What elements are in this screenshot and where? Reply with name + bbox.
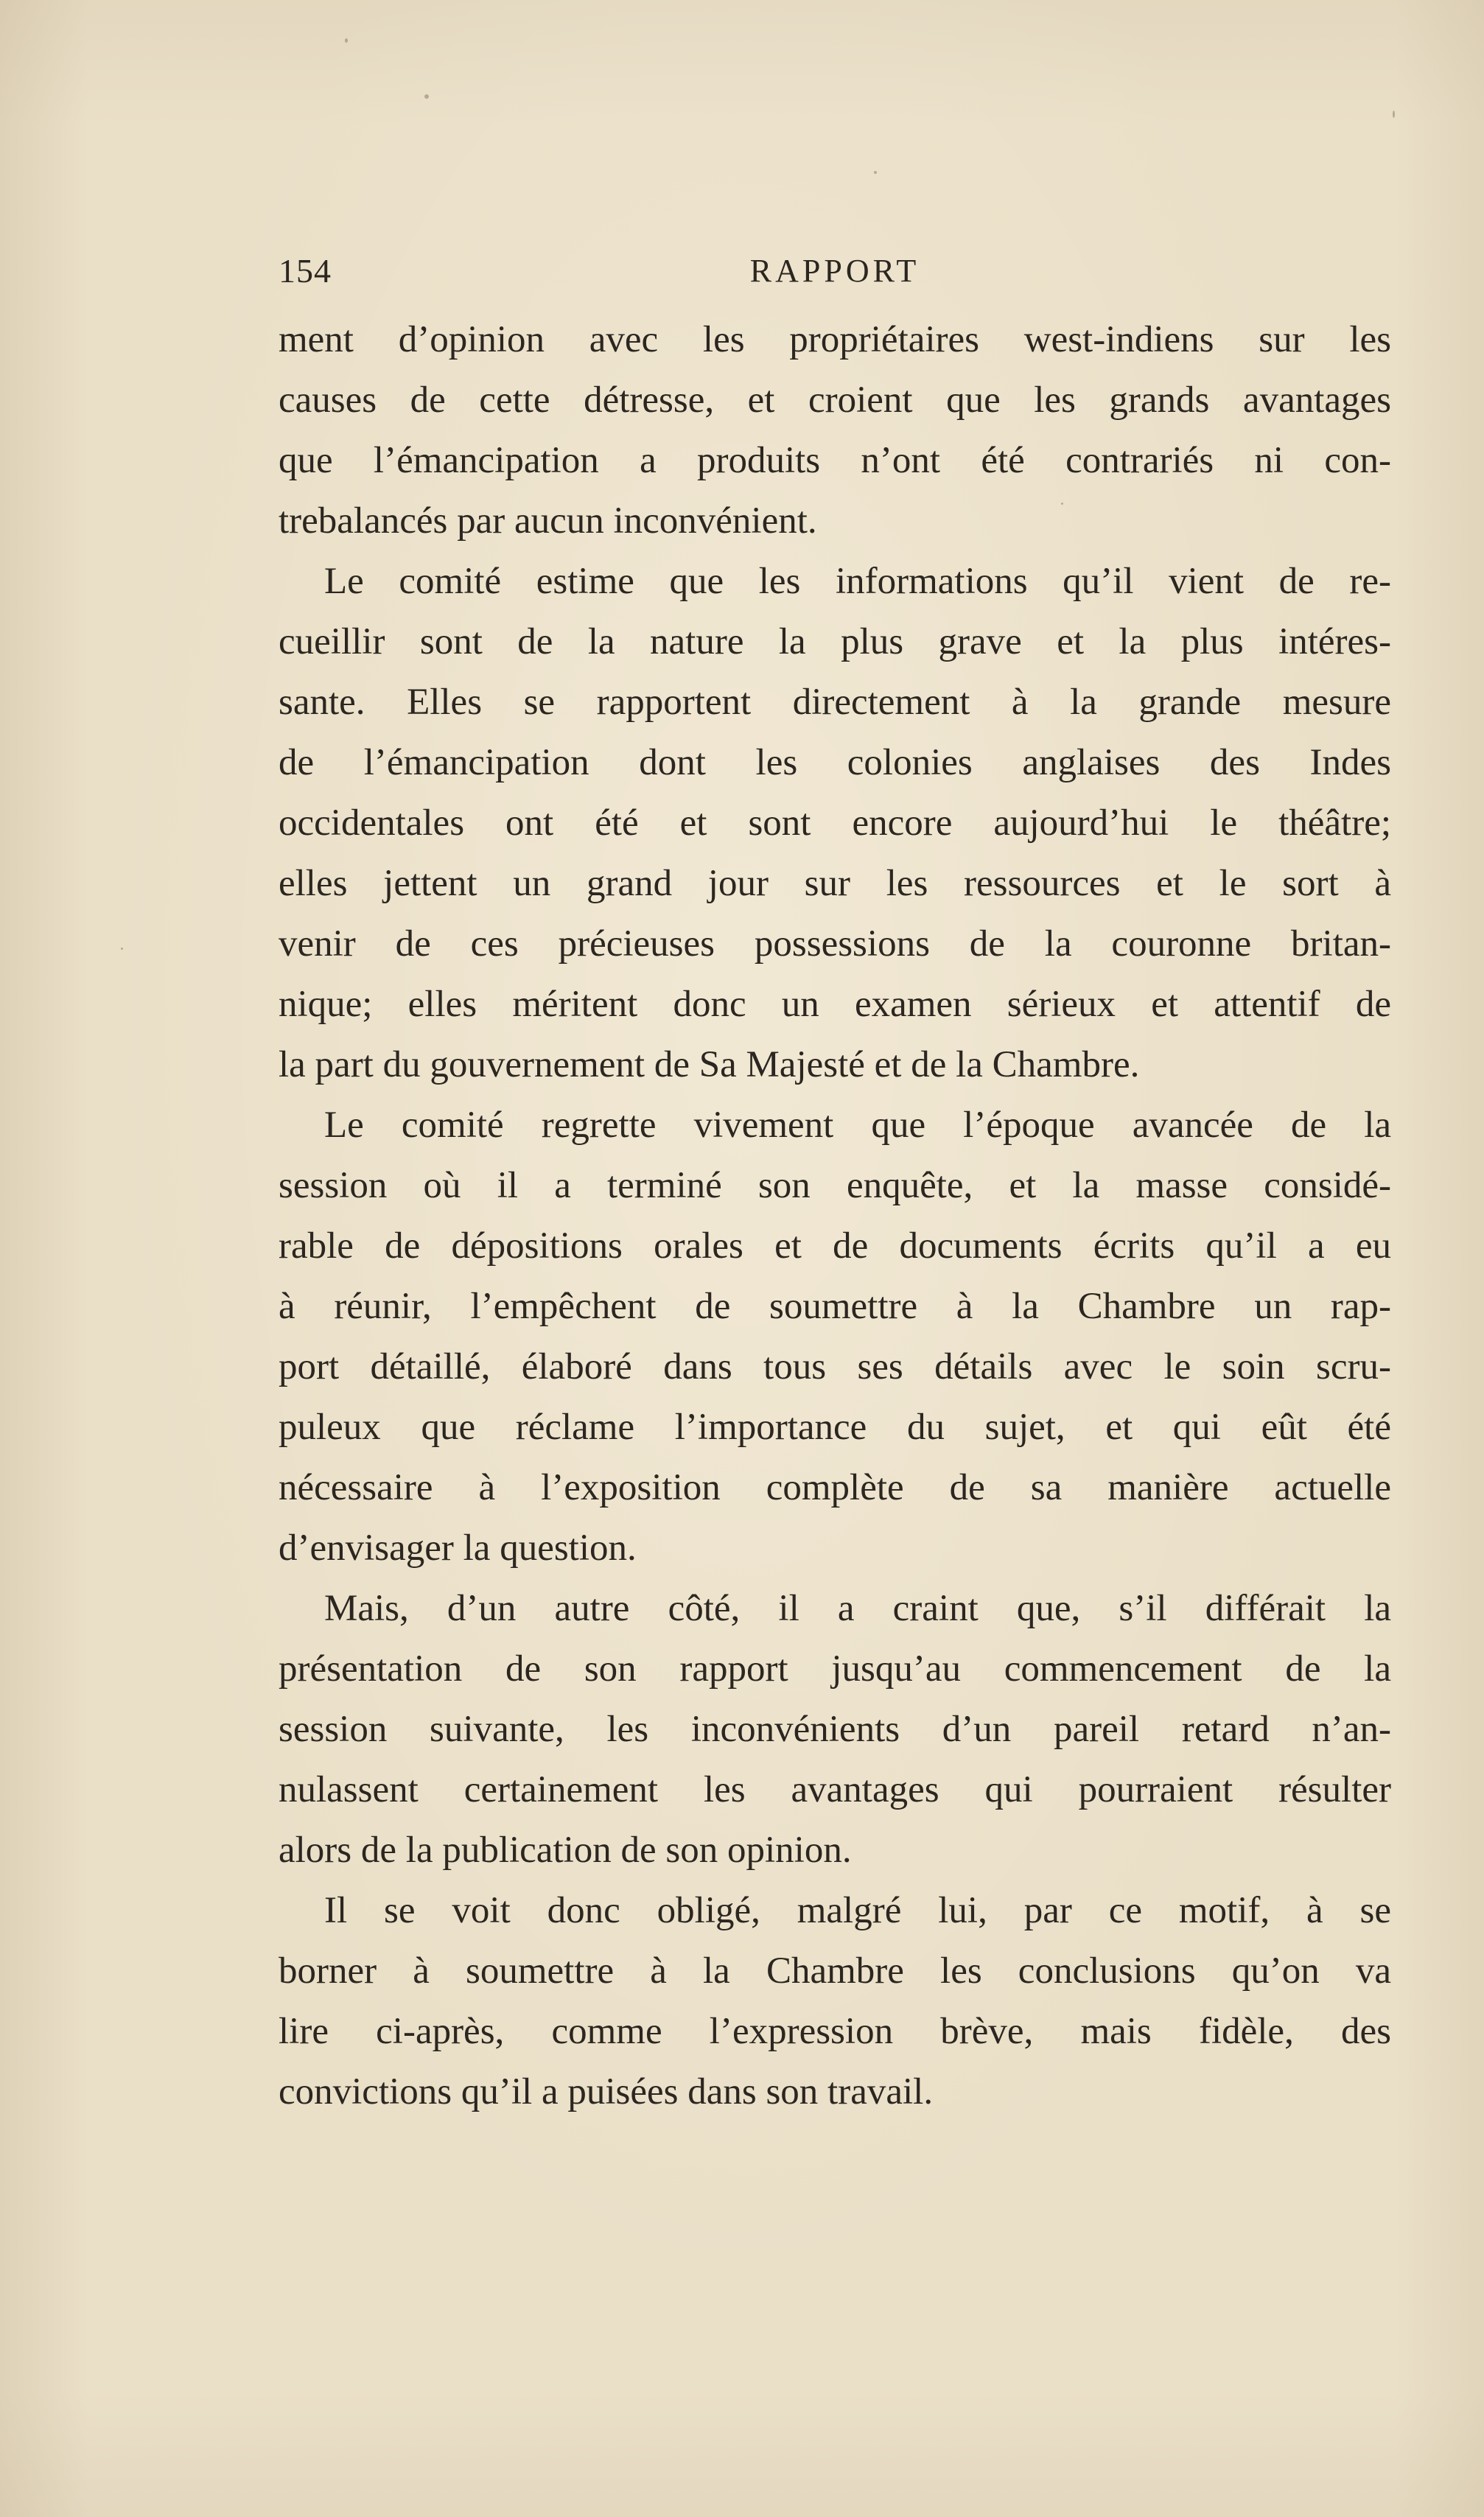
- text-line: à réunir, l’empêchent de soumettre à la Chambre un rap-: [279, 1286, 1391, 1327]
- text-line: venir de ces précieuses possessions de la couronne britan-: [279, 923, 1391, 965]
- paper-speck: [1393, 111, 1395, 118]
- paragraph-first-line: Le comité estime que les informations qu’il vient de re-: [324, 561, 1391, 602]
- text-line: elles jettent un grand jour sur les ressources et le sort à: [279, 863, 1391, 904]
- text-line: de l’émancipation dont les colonies anglaises des Indes: [279, 742, 1391, 783]
- text-line: borner à soumettre à la Chambre les conclusions qu’on va: [279, 1950, 1391, 1992]
- text-line: ment d’opinion avec les propriétaires west-indiens sur les: [279, 319, 1391, 360]
- text-line: présentation de son rapport jusqu’au commencement de la: [279, 1648, 1391, 1690]
- paper-speck: [121, 948, 123, 950]
- text-line: la part du gouvernement de Sa Majesté et de la Chambre.: [279, 1044, 1140, 1085]
- text-line: que l’émancipation a produits n’ont été contrariés ni con-: [279, 440, 1391, 481]
- running-head: [279, 249, 1391, 293]
- text-line: rable de dépositions orales et de documents écrits qu’il a eu: [279, 1225, 1391, 1267]
- text-line: lire ci-après, comme l’expression brève, mais fidèle, des: [279, 2011, 1391, 2052]
- text-line: trebalancés par aucun inconvénient.: [279, 500, 817, 542]
- text-line: session suivante, les inconvénients d’un pareil retard n’an-: [279, 1709, 1391, 1750]
- text-line: cueillir sont de la nature la plus grave et la plus intéres-: [279, 621, 1391, 662]
- text-line: sante. Elles se rapportent directement à la grande mesure: [279, 682, 1391, 723]
- text-line: puleux que réclame l’importance du sujet, et qui eût été: [279, 1407, 1391, 1448]
- text-line: port détaillé, élaboré dans tous ses détails avec le soin scru-: [279, 1346, 1391, 1387]
- paper-speck: [345, 38, 348, 43]
- paragraph-first-line: Mais, d’un autre côté, il a craint que, s’il différait la: [324, 1588, 1391, 1629]
- page-number: 154: [279, 252, 332, 290]
- paper-speck: [424, 94, 429, 99]
- running-title: RAPPORT: [749, 253, 920, 289]
- text-line: nécessaire à l’exposition complète de sa manière actuelle: [279, 1467, 1391, 1508]
- text-line: causes de cette détresse, et croient que les grands avantages: [279, 379, 1391, 421]
- text-line: nique; elles méritent donc un examen sérieux et attentif de: [279, 984, 1391, 1025]
- text-line: alors de la publication de son opinion.: [279, 1830, 852, 1871]
- text-line: occidentales ont été et sont encore aujourd’hui le théâtre;: [279, 802, 1391, 844]
- text-line: d’envisager la question.: [279, 1527, 637, 1569]
- text-line: session où il a terminé son enquête, et la masse considé-: [279, 1165, 1391, 1206]
- paper-speck: [874, 171, 877, 174]
- paragraph-first-line: Il se voit donc obligé, malgré lui, par ce motif, à se: [324, 1890, 1391, 1931]
- body-text: [279, 309, 1391, 2122]
- text-line: convictions qu’il a puisées dans son travail.: [279, 2071, 934, 2112]
- text-line: nulassent certainement les avantages qui pourraient résulter: [279, 1769, 1391, 1810]
- paragraph-first-line: Le comité regrette vivement que l’époque avancée de la: [324, 1105, 1391, 1146]
